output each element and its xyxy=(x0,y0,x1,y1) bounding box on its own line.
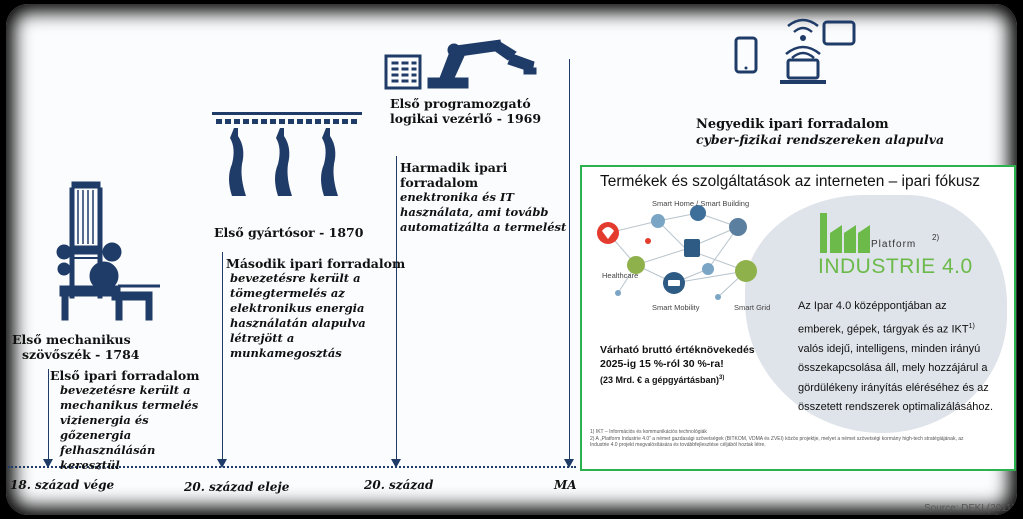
rev2-desc-line: tömegtermelés az xyxy=(230,286,345,300)
label-smart-mobility: Smart Mobility xyxy=(652,303,700,312)
event-1-line-2: szövőszék - 1784 xyxy=(22,347,140,362)
rev1-desc-line: mechanikus termelés xyxy=(60,398,199,412)
rev2-desc-line: munkamegosztás xyxy=(230,346,342,360)
arrow-line-1 xyxy=(48,369,49,459)
iot-network-diagram xyxy=(588,201,778,313)
rev3-desc-line: automatizálta a termelést xyxy=(400,220,567,234)
growth-line xyxy=(600,371,770,387)
connected-devices-icon xyxy=(730,16,866,88)
ipar-line: összetett rendszerek optimalizálásához. xyxy=(798,401,994,414)
focus-box-title: Termékek és szolgáltatások az interneten – ipari fókusz xyxy=(600,173,980,190)
ipar-line: Az Ipar 4.0 középpontjában az xyxy=(798,300,947,312)
ipar-line: valós idejű, intelligens, minden irányú xyxy=(798,342,981,355)
revolution-2-desc xyxy=(230,271,366,361)
rev2-desc-line: bevezetésre került a xyxy=(230,271,361,285)
revolution-3-title xyxy=(400,160,507,190)
slide-panel xyxy=(6,4,1017,515)
arrow-line-4 xyxy=(569,59,570,459)
rev1-desc-line: gőzenergia xyxy=(60,428,132,442)
footnote: Industrie 4.0 projekt megvalósítására és továbbfejlesztése céljából hoztak létre. xyxy=(590,442,766,448)
rev2-desc-line: használatán alapulva xyxy=(230,316,366,330)
rev3-title-line: forradalom xyxy=(400,175,479,190)
arrow-head-2 xyxy=(217,459,227,468)
revolution-3-desc xyxy=(400,190,566,235)
event-2: Első gyártósor - 1870 xyxy=(214,225,364,240)
industry-4-description xyxy=(798,297,1010,418)
footnote: 1) IKT – Információs és kommunikációs technológiák xyxy=(590,429,707,435)
revolution-1-title: Első ipari forradalom xyxy=(50,368,200,383)
era-label-1: 18. század vége xyxy=(10,478,115,492)
revolution-4-desc: cyber-fizikai rendszereken alapulva xyxy=(696,132,945,147)
growth-line: 2025-ig 15 %-ról 30 %-ra! xyxy=(600,358,724,370)
source-credit: Source: DFKI (2011) xyxy=(924,503,1015,514)
arrow-head-1 xyxy=(43,459,53,468)
rev3-desc-line: használata, ami tovább xyxy=(400,205,549,219)
footnote: 2) A „Platform Industrie 4.0” a német gazdasági szövetségek (BITKOM, VDMA és ZVEI) közös projektje, melyet a német szövetségi kormány high-tech stratégiájának, az xyxy=(590,435,964,442)
ipar-line: összekapcsolása áll, mely hozzájárul a xyxy=(798,362,988,375)
industry-focus-box xyxy=(580,165,1016,471)
loom-icon xyxy=(52,174,164,324)
label-healthcare: Healthcare xyxy=(602,271,639,280)
revolution-1-desc xyxy=(60,383,198,473)
rev1-desc-line: felhasználásán xyxy=(60,443,156,457)
rev2-desc-line: létrejött a xyxy=(230,331,295,345)
robot-arm-icon xyxy=(384,38,542,90)
growth-footnote-mark: 3) xyxy=(719,375,725,381)
era-label-3: 20. század xyxy=(364,478,434,492)
arrow-head-3 xyxy=(391,459,401,468)
rev1-desc-line: bevezetésre került a xyxy=(60,383,191,397)
event-3 xyxy=(390,96,541,126)
platform-footnote-mark: 2) xyxy=(932,233,940,242)
ipar-line-text: emberek, gépek, tárgyak és az IKT xyxy=(798,323,969,336)
arrow-line-3 xyxy=(396,156,397,459)
revolution-2-title: Második ipari forradalom xyxy=(226,256,406,271)
arrow-head-4 xyxy=(564,459,574,468)
event-3-line-1: Első programozgató xyxy=(390,96,531,111)
industrie-4-label: INDUSTRIE 4.0 xyxy=(818,255,973,278)
event-3-line-2: logikai vezérlő - 1969 xyxy=(390,111,542,126)
rev1-desc-line: vizienergia és xyxy=(60,413,149,427)
ipar-footnote-mark: 1) xyxy=(968,322,975,330)
rev3-desc-line: enektronika és IT xyxy=(400,190,514,204)
revolution-4-title: Negyedik ipari forradalom xyxy=(696,117,889,132)
rev3-title-line: Harmadik ipari xyxy=(400,160,508,175)
ipar-line xyxy=(798,317,1010,340)
label-smart-home: Smart Home / Smart Building xyxy=(652,199,750,208)
growth-line-text: (23 Mrd. € a gépgyártásban) xyxy=(600,375,720,385)
rev1-desc-line: keresztül xyxy=(60,458,120,472)
label-smart-grid: Smart Grid xyxy=(734,303,771,312)
event-1 xyxy=(12,332,140,362)
ipar-line: gördülékeny irányítás eléréséhez és az xyxy=(798,381,989,394)
platform-label: Platform xyxy=(871,239,917,250)
footnotes xyxy=(590,429,1000,449)
growth-line: Várható bruttó értéknövekedés xyxy=(600,344,755,356)
event-1-line-1: Első mechanikus xyxy=(12,332,131,347)
era-label-4: MA xyxy=(554,478,577,492)
growth-forecast xyxy=(600,343,770,387)
era-label-2: 20. század eleje xyxy=(184,480,290,494)
factory-logo-icon xyxy=(818,213,872,253)
rev2-desc-line: elektronikus energia xyxy=(230,301,365,315)
assembly-line-icon xyxy=(212,108,362,204)
arrow-line-2 xyxy=(222,252,223,459)
